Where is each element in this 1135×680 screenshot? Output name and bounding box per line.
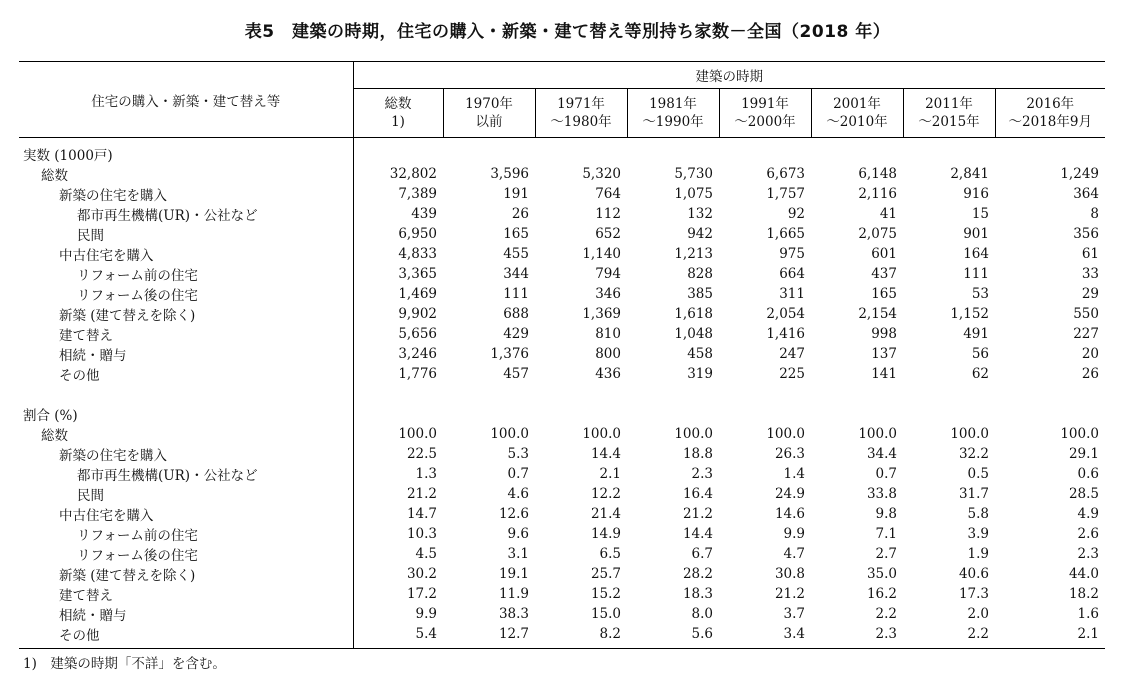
data-cell: 18.2: [1068, 586, 1099, 602]
row-label: 相続・贈与: [19, 344, 353, 364]
data-cell: 14.7: [406, 506, 437, 522]
row-label: リフォーム後の住宅: [19, 544, 353, 564]
data-cell: 31.7: [958, 486, 989, 502]
data-cell: 21.2: [406, 486, 437, 502]
data-cell: 0.7: [875, 466, 897, 482]
data-cell: 942: [687, 226, 713, 242]
data-cell: 1,469: [398, 286, 437, 302]
data-cell: 1.4: [783, 466, 805, 482]
data-cell: 916: [963, 186, 989, 202]
table-row: [19, 324, 1105, 344]
data-cell: 14.4: [590, 446, 621, 462]
data-cell: 1,152: [950, 306, 989, 322]
data-cell: 9.9: [783, 526, 805, 542]
data-cell: 2,075: [858, 226, 897, 242]
section-label: 実数 (1000戸): [19, 138, 353, 165]
data-cell: 8: [1090, 206, 1099, 222]
data-cell: 24.9: [774, 486, 805, 502]
table-row: [19, 204, 1105, 224]
footnote: 1) 建築の時期「不詳」を含む。: [23, 656, 226, 672]
data-cell: 29: [1081, 286, 1099, 302]
data-cell: 5.6: [627, 624, 719, 649]
row-label: リフォーム後の住宅: [19, 284, 353, 304]
data-cell: 1.6: [1077, 606, 1099, 622]
data-cell: 92: [787, 206, 805, 222]
empty-cell: [903, 138, 995, 165]
data-cell: 2.1: [995, 624, 1105, 649]
data-cell: 15: [971, 206, 989, 222]
data-cell: 550: [1073, 306, 1099, 322]
row-label: 建て替え: [19, 584, 353, 604]
data-cell: 344: [503, 266, 529, 282]
column-header: 2011年 ～2015年: [903, 89, 995, 138]
empty-cell: [811, 384, 903, 404]
data-cell: 6,148: [858, 166, 897, 182]
data-cell: 18.3: [682, 586, 713, 602]
data-cell: 4.5: [415, 546, 437, 562]
row-label: 都市再生機構(UR)・公社など: [19, 204, 353, 224]
data-cell: 19.1: [498, 566, 529, 582]
empty-cell: [995, 138, 1105, 165]
table-row: [19, 344, 1105, 364]
row-label: 民間: [19, 484, 353, 504]
data-cell: 1,075: [674, 186, 713, 202]
table-row: [19, 624, 1105, 649]
data-cell: 7.1: [875, 526, 897, 542]
data-cell: 12.7: [443, 624, 535, 649]
data-cell: 1,140: [582, 246, 621, 262]
data-cell: 100.0: [858, 426, 897, 442]
data-cell: 53: [971, 286, 989, 302]
empty-cell: [903, 384, 995, 404]
data-cell: 5,656: [398, 326, 437, 342]
data-cell: 601: [871, 246, 897, 262]
data-cell: 62: [971, 366, 989, 382]
data-cell: 100.0: [398, 426, 437, 442]
data-cell: 2.0: [967, 606, 989, 622]
empty-cell: [995, 384, 1105, 404]
data-cell: 810: [595, 326, 621, 342]
row-label: その他: [19, 364, 353, 384]
row-header: 住宅の購入・新築・建て替え等: [19, 62, 353, 138]
data-cell: 764: [595, 186, 621, 202]
data-cell: 6,673: [766, 166, 805, 182]
data-cell: 794: [595, 266, 621, 282]
data-cell: 4,833: [398, 246, 437, 262]
data-cell: 14.9: [590, 526, 621, 542]
row-label: 新築の住宅を購入: [19, 444, 353, 464]
data-cell: 998: [871, 326, 897, 342]
data-cell: 6.5: [599, 546, 621, 562]
column-header: 1971年 ～1980年: [535, 89, 627, 138]
data-cell: 975: [779, 246, 805, 262]
data-cell: 2,154: [858, 306, 897, 322]
data-cell: 9.9: [415, 606, 437, 622]
data-cell: 457: [503, 366, 529, 382]
row-label: 中古住宅を購入: [19, 504, 353, 524]
row-label: リフォーム前の住宅: [19, 264, 353, 284]
table-row: [19, 524, 1105, 544]
table-row: [19, 604, 1105, 624]
column-header: 1970年 以前: [443, 89, 535, 138]
table-row: [19, 404, 1105, 424]
data-cell: 14.6: [774, 506, 805, 522]
data-cell: 21.2: [774, 586, 805, 602]
data-cell: 1,213: [674, 246, 713, 262]
data-cell: 165: [871, 286, 897, 302]
row-label: 中古住宅を購入: [19, 244, 353, 264]
data-cell: 16.2: [866, 586, 897, 602]
data-cell: 4.9: [1077, 506, 1099, 522]
table-row: [19, 424, 1105, 444]
table-row: [19, 384, 1105, 404]
data-cell: 6.7: [691, 546, 713, 562]
data-cell: 1,776: [398, 366, 437, 382]
data-cell: 25.7: [590, 566, 621, 582]
column-header: 1981年 ～1990年: [627, 89, 719, 138]
data-cell: 1,369: [582, 306, 621, 322]
table-title: 表5 建築の時期，住宅の購入・新築・建て替え等別持ち家数－全国（2018 年）: [244, 22, 891, 42]
table-row: [19, 184, 1105, 204]
data-cell: 100.0: [766, 426, 805, 442]
data-cell: 141: [871, 366, 897, 382]
table-row: [19, 544, 1105, 564]
empty-cell: [627, 404, 719, 424]
data-cell: 137: [871, 346, 897, 362]
row-label: 新築の住宅を購入: [19, 184, 353, 204]
data-cell: 4.6: [507, 486, 529, 502]
data-cell: 3,365: [398, 266, 437, 282]
column-header: 総数 1): [353, 89, 443, 138]
table-row: [19, 284, 1105, 304]
row-label: リフォーム前の住宅: [19, 524, 353, 544]
data-cell: 491: [963, 326, 989, 342]
data-cell: 9.6: [507, 526, 529, 542]
data-cell: 165: [503, 226, 529, 242]
data-cell: 364: [1073, 186, 1099, 202]
table-row: [19, 304, 1105, 324]
data-cell: 17.2: [406, 586, 437, 602]
row-label: その他: [19, 624, 353, 649]
data-cell: 5.4: [353, 624, 443, 649]
data-cell: 32.2: [958, 446, 989, 462]
data-cell: 346: [595, 286, 621, 302]
data-cell: 14.4: [682, 526, 713, 542]
data-cell: 100.0: [490, 426, 529, 442]
group-header: 建築の時期: [353, 62, 1105, 89]
empty-cell: [903, 404, 995, 424]
data-cell: 28.5: [1068, 486, 1099, 502]
data-cell: 1,757: [766, 186, 805, 202]
data-cell: 0.7: [507, 466, 529, 482]
data-cell: 3,246: [398, 346, 437, 362]
empty-cell: [719, 404, 811, 424]
table-row: [19, 464, 1105, 484]
data-cell: 664: [779, 266, 805, 282]
data-cell: 35.0: [866, 566, 897, 582]
data-cell: 9,902: [398, 306, 437, 322]
data-cell: 2.3: [691, 466, 713, 482]
row-label: 総数: [19, 164, 353, 184]
data-cell: 1.9: [967, 546, 989, 562]
data-cell: 12.2: [590, 486, 621, 502]
data-table: [19, 61, 1105, 649]
empty-cell: [443, 384, 535, 404]
column-header: 1991年 ～2000年: [719, 89, 811, 138]
data-cell: 311: [779, 286, 805, 302]
data-cell: 0.6: [1077, 466, 1099, 482]
data-cell: 1,665: [766, 226, 805, 242]
data-cell: 3,596: [490, 166, 529, 182]
data-cell: 1.3: [415, 466, 437, 482]
column-header: 2001年 ～2010年: [811, 89, 903, 138]
table-row: [19, 504, 1105, 524]
column-header: 2016年 ～2018年9月: [995, 89, 1105, 138]
table-row: [19, 138, 1105, 165]
data-cell: 1,416: [766, 326, 805, 342]
row-label: 相続・贈与: [19, 604, 353, 624]
row-label: 新築 (建て替えを除く): [19, 564, 353, 584]
row-label: 都市再生機構(UR)・公社など: [19, 464, 353, 484]
data-cell: 8.0: [691, 606, 713, 622]
table-row: [19, 264, 1105, 284]
data-cell: 2.3: [1077, 546, 1099, 562]
data-cell: 29.1: [1068, 446, 1099, 462]
data-cell: 4.7: [783, 546, 805, 562]
data-cell: 9.8: [875, 506, 897, 522]
data-cell: 34.4: [866, 446, 897, 462]
data-cell: 2.3: [811, 624, 903, 649]
empty-cell: [353, 384, 443, 404]
table-row: [19, 564, 1105, 584]
empty-cell: [535, 138, 627, 165]
data-cell: 20: [1081, 346, 1099, 362]
data-cell: 22.5: [406, 446, 437, 462]
row-label: 新築 (建て替えを除く): [19, 304, 353, 324]
data-cell: 1,048: [674, 326, 713, 342]
data-cell: 100.0: [582, 426, 621, 442]
data-cell: 1,618: [674, 306, 713, 322]
data-cell: 5.8: [967, 506, 989, 522]
row-label: 建て替え: [19, 324, 353, 344]
table-row: [19, 164, 1105, 184]
data-cell: 227: [1073, 326, 1099, 342]
data-cell: 30.2: [406, 566, 437, 582]
data-cell: 56: [971, 346, 989, 362]
empty-cell: [719, 138, 811, 165]
data-cell: 132: [687, 206, 713, 222]
data-cell: 2.2: [875, 606, 897, 622]
data-cell: 2,116: [858, 186, 897, 202]
data-cell: 33.8: [866, 486, 897, 502]
data-cell: 21.4: [590, 506, 621, 522]
row-label: 総数: [19, 424, 353, 444]
empty-cell: [811, 404, 903, 424]
data-cell: 436: [595, 366, 621, 382]
data-cell: 15.0: [590, 606, 621, 622]
table-row: [19, 444, 1105, 464]
data-cell: 2.1: [599, 466, 621, 482]
data-cell: 5,730: [674, 166, 713, 182]
empty-cell: [443, 404, 535, 424]
data-cell: 100.0: [674, 426, 713, 442]
data-cell: 458: [687, 346, 713, 362]
table-row: [19, 244, 1105, 264]
empty-cell: [353, 138, 443, 165]
data-cell: 33: [1081, 266, 1099, 282]
data-cell: 12.6: [498, 506, 529, 522]
data-cell: 111: [963, 266, 989, 282]
data-cell: 30.8: [774, 566, 805, 582]
data-cell: 41: [879, 206, 897, 222]
data-cell: 26: [1081, 366, 1099, 382]
data-cell: 3.4: [719, 624, 811, 649]
data-cell: 385: [687, 286, 713, 302]
data-cell: 28.2: [682, 566, 713, 582]
data-cell: 356: [1073, 226, 1099, 242]
empty-cell: [811, 138, 903, 165]
data-cell: 5.3: [507, 446, 529, 462]
data-cell: 164: [963, 246, 989, 262]
data-cell: 437: [871, 266, 897, 282]
data-cell: 7,389: [398, 186, 437, 202]
empty-cell: [995, 404, 1105, 424]
section-label: 割合 (%): [19, 404, 353, 424]
table-row: [19, 224, 1105, 244]
data-cell: 100.0: [1060, 426, 1099, 442]
data-cell: 652: [595, 226, 621, 242]
data-cell: 0.5: [967, 466, 989, 482]
data-cell: 191: [503, 186, 529, 202]
data-cell: 11.9: [498, 586, 529, 602]
data-cell: 828: [687, 266, 713, 282]
empty-cell: [535, 384, 627, 404]
data-cell: 2.6: [1077, 526, 1099, 542]
data-cell: 3.9: [967, 526, 989, 542]
data-cell: 800: [595, 346, 621, 362]
data-cell: 2.2: [903, 624, 995, 649]
data-cell: 26.3: [774, 446, 805, 462]
spacer-cell: [19, 384, 353, 404]
data-cell: 18.8: [682, 446, 713, 462]
data-cell: 16.4: [682, 486, 713, 502]
data-cell: 2,054: [766, 306, 805, 322]
data-cell: 17.3: [958, 586, 989, 602]
data-cell: 112: [595, 206, 621, 222]
data-cell: 10.3: [406, 526, 437, 542]
data-cell: 439: [411, 206, 437, 222]
table-row: [19, 484, 1105, 504]
data-cell: 15.2: [590, 586, 621, 602]
data-cell: 247: [779, 346, 805, 362]
data-cell: 21.2: [682, 506, 713, 522]
data-cell: 6,950: [398, 226, 437, 242]
data-cell: 26: [511, 206, 529, 222]
data-cell: 901: [963, 226, 989, 242]
empty-cell: [627, 384, 719, 404]
data-cell: 3.7: [783, 606, 805, 622]
data-cell: 3.1: [507, 546, 529, 562]
data-cell: 688: [503, 306, 529, 322]
data-cell: 32,802: [389, 166, 437, 182]
empty-cell: [719, 384, 811, 404]
data-cell: 111: [503, 286, 529, 302]
data-cell: 8.2: [535, 624, 627, 649]
data-cell: 429: [503, 326, 529, 342]
data-cell: 5,320: [582, 166, 621, 182]
empty-cell: [353, 404, 443, 424]
data-cell: 61: [1081, 246, 1099, 262]
data-cell: 455: [503, 246, 529, 262]
data-cell: 44.0: [1068, 566, 1099, 582]
empty-cell: [627, 138, 719, 165]
data-cell: 2,841: [950, 166, 989, 182]
data-cell: 38.3: [498, 606, 529, 622]
row-label: 民間: [19, 224, 353, 244]
data-cell: 1,376: [490, 346, 529, 362]
data-cell: 319: [687, 366, 713, 382]
empty-cell: [535, 404, 627, 424]
data-cell: 40.6: [958, 566, 989, 582]
data-cell: 1,249: [1060, 166, 1099, 182]
data-cell: 2.7: [875, 546, 897, 562]
data-cell: 100.0: [950, 426, 989, 442]
table-row: [19, 584, 1105, 604]
data-cell: 225: [779, 366, 805, 382]
empty-cell: [443, 138, 535, 165]
table-row: [19, 364, 1105, 384]
